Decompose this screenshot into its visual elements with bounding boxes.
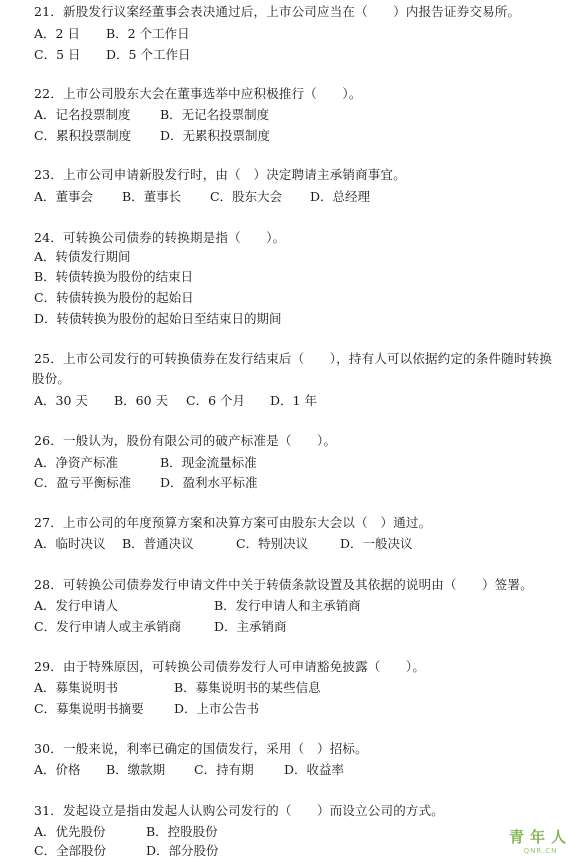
option-a: A．转债发行期间 [34,249,131,264]
watermark-logo [509,826,572,855]
option-d: D．一般决议 [340,536,413,551]
option-d: D．上市公告书 [174,701,260,716]
option-c: C．转债转换为股份的起始日 [34,290,194,305]
option-b: B．缴款期 [106,762,166,777]
option-b: B．募集说明书的某些信息 [174,680,321,695]
option-b: B．2 个工作日 [106,26,190,41]
question-stem: 26．一般认为，股份有限公司的破产标准是（ ）。 [34,433,337,448]
option-d: D．5 个工作日 [106,47,191,62]
option-b: B．普通决议 [122,536,194,551]
option-c: C．累积投票制度 [34,128,132,143]
option-c: C．盈亏平衡标准 [34,475,132,490]
question-stem: 29．由于特殊原因，可转换公司债券发行人可申请豁免披露（ ）。 [34,659,426,674]
question-stem: 30．一般来说，利率已确定的国债发行，采用（ ）招标。 [34,741,368,756]
option-a: A．价格 [34,762,81,777]
question-stem: 31．发起设立是指由发起人认购公司发行的（ ）而设立公司的方式。 [34,803,445,818]
option-d: D．转债转换为股份的起始日至结束日的期间 [34,311,282,326]
option-c: C．发行申请人或主承销商 [34,619,182,634]
question-stem: 25．上市公司发行的可转换债券在发行结束后（ ），持有人可以依据约定的条件随时转换 [34,351,553,366]
option-d: D．总经理 [310,189,371,204]
option-c: C．全部股份 [34,843,107,858]
option-a: A．优先股份 [34,824,106,839]
option-c: C．6 个月 [186,393,245,408]
option-c: C．持有期 [194,762,254,777]
option-c: C．募集说明书摘要 [34,701,144,716]
question-stem: 21．新股发行议案经董事会表决通过后，上市公司应当在（ ）内报告证券交易所。 [34,4,521,19]
option-d: D．1 年 [270,393,317,408]
option-b: B．60 天 [114,393,169,408]
watermark-text: 青年人 [508,828,572,846]
option-b: B．发行申请人和主承销商 [214,598,361,613]
option-b: B．现金流量标准 [160,455,257,470]
option-c: C．5 日 [34,47,81,62]
option-b: B．转债转换为股份的结束日 [34,269,194,284]
option-b: B．控股股份 [146,824,218,839]
question-stem: 22．上市公司股东大会在董事选举中应积极推行（ ）。 [34,86,362,101]
option-a: A．募集说明书 [34,680,119,695]
question-stem-continued: 股份。 [32,371,71,386]
watermark-domain: QNR.CN [523,847,558,855]
option-a: A．2 日 [34,26,80,41]
option-a: A．净资产标准 [34,455,119,470]
option-a: A．发行申请人 [34,598,119,613]
option-d: D．收益率 [284,762,345,777]
option-d: D．主承销商 [214,619,287,634]
option-d: D．部分股份 [146,843,219,858]
option-a: A．记名投票制度 [34,107,131,122]
question-stem: 23．上市公司申请新股发行时，由（ ）决定聘请主承销商事宜。 [34,167,406,182]
question-stem: 24．可转换公司债券的转换期是指（ ）。 [34,230,286,245]
option-d: D．无累积投票制度 [160,128,271,143]
option-b: B．无记名投票制度 [160,107,270,122]
option-d: D．盈利水平标准 [160,475,258,490]
question-stem: 28．可转换公司债券发行申请文件中关于转债条款设置及其依据的说明由（ ）签署。 [34,577,533,592]
option-c: C．股东大会 [210,189,283,204]
option-b: B．董事长 [122,189,182,204]
option-a: A．董事会 [34,189,94,204]
option-a: A．30 天 [34,393,88,408]
option-c: C．特别决议 [236,536,309,551]
option-a: A．临时决议 [34,536,106,551]
question-stem: 27．上市公司的年度预算方案和决算方案可由股东大会以（ ）通过。 [34,515,432,530]
